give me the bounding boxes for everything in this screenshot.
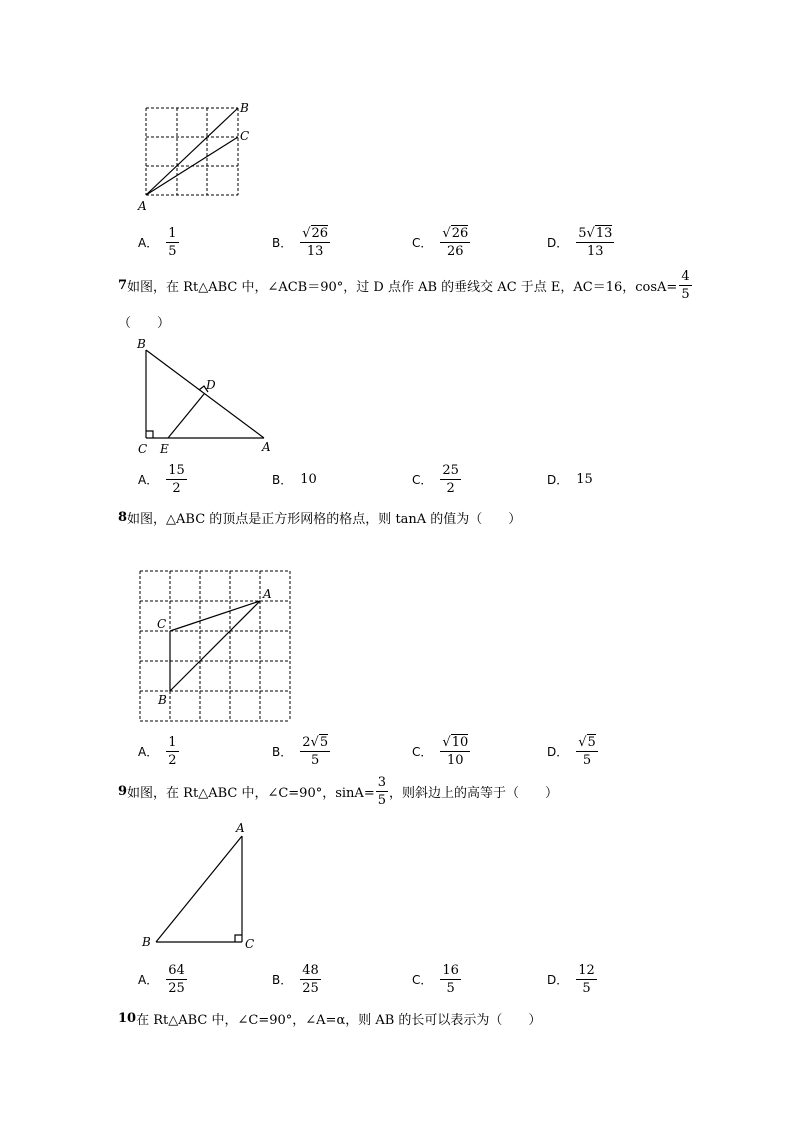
q7-label-D: D [206,378,216,392]
fraction: $\frac{5√13}{13}$ [578,225,613,259]
q8-label-C: C [157,617,167,631]
q7-label-B: B [137,337,146,351]
q7-label-A: A [262,440,271,454]
fraction: $\frac{16}{5}$ [442,962,459,996]
fraction: $\frac{25}{2}$ [442,462,459,496]
q7-label-E: E [160,442,169,456]
q9-label-C: C [245,937,255,951]
q7-paren: （ ） [118,316,171,331]
q9-label-A: A [236,821,245,835]
q10-stem: 10 在 Rt△ABC 中，∠C=90°，∠A=α，则 AB 的长可以表示为（ ） [118,1011,542,1028]
q7-option-d[interactable]: D． 15 [547,471,593,487]
fraction: $\frac{12}{5}$ [578,962,595,996]
q7-label-C: C [138,442,148,456]
q9-option-b[interactable]: B． $\frac{48}{25}$ [272,962,319,996]
q8-option-d[interactable]: D． $\frac{√5}{5}$ [547,734,596,768]
q8-label-A: A [263,587,272,601]
q9-option-a[interactable]: A． $\frac{64}{25}$ [138,962,185,996]
fraction: $\frac{√26}{26}$ [442,225,469,259]
q6-option-d[interactable]: D． $\frac{5√13}{13}$ [547,225,613,259]
q6-grid-figure [130,98,270,216]
fraction: $\frac{√26}{13}$ [302,225,329,259]
q8-option-a[interactable]: A． $\frac{1}{2}$ [138,734,177,768]
q6-label-A: A [138,199,147,213]
q9-triangle-figure [130,818,270,958]
fraction: $\frac{√10}{10}$ [442,734,469,768]
fraction: $\frac{3}{5}$ [377,775,386,808]
q8-option-c[interactable]: C． $\frac{√10}{10}$ [412,734,469,768]
q9-option-c[interactable]: C． $\frac{16}{5}$ [412,962,459,996]
q6-label-C: C [240,129,250,143]
q9-stem: 9 如图，在 Rt△ABC 中，∠C=90°，sinA= $\frac{3}{5}$ ，则斜边上的高等于（ ） [118,775,559,808]
q9-option-d[interactable]: D． $\frac{12}{5}$ [547,962,595,996]
fraction: $\frac{48}{25}$ [302,962,319,996]
q6-option-a[interactable]: A． $\frac{1}{5}$ [138,225,177,259]
fraction: $\frac{4}{5}$ [681,269,690,302]
q7-stem: 7 如图，在 Rt△ABC 中，∠ACB＝90°，过 D 点作 AB 的垂线交 AC 于点 E，AC＝16，cosA= $\frac{4}{5}$ [118,269,690,302]
q8-stem: 8 如图，△ABC 的顶点是正方形网格的格点，则 tanA 的值为（ ） [118,510,522,527]
fraction: $\frac{2√5}{5}$ [302,734,329,768]
fraction: $\frac{1}{5}$ [168,225,177,259]
fraction: $\frac{64}{25}$ [168,962,185,996]
q7-option-b[interactable]: B． 10 [272,471,317,487]
fraction: $\frac{15}{2}$ [168,462,185,496]
q7-option-a[interactable]: A． $\frac{15}{2}$ [138,462,185,496]
q6-option-b[interactable]: B． $\frac{√26}{13}$ [272,225,329,259]
fraction: $\frac{√5}{5}$ [578,734,596,768]
q6-option-c[interactable]: C． $\frac{√26}{26}$ [412,225,469,259]
fraction: $\frac{1}{2}$ [168,734,177,768]
q9-label-B: B [142,935,151,949]
q7-triangle-figure [130,334,290,458]
q7-option-c[interactable]: C． $\frac{25}{2}$ [412,462,459,496]
q8-option-b[interactable]: B． $\frac{2√5}{5}$ [272,734,329,768]
q8-label-B: B [158,693,167,707]
q6-label-B: B [240,101,249,115]
q8-grid-figure [130,562,300,728]
